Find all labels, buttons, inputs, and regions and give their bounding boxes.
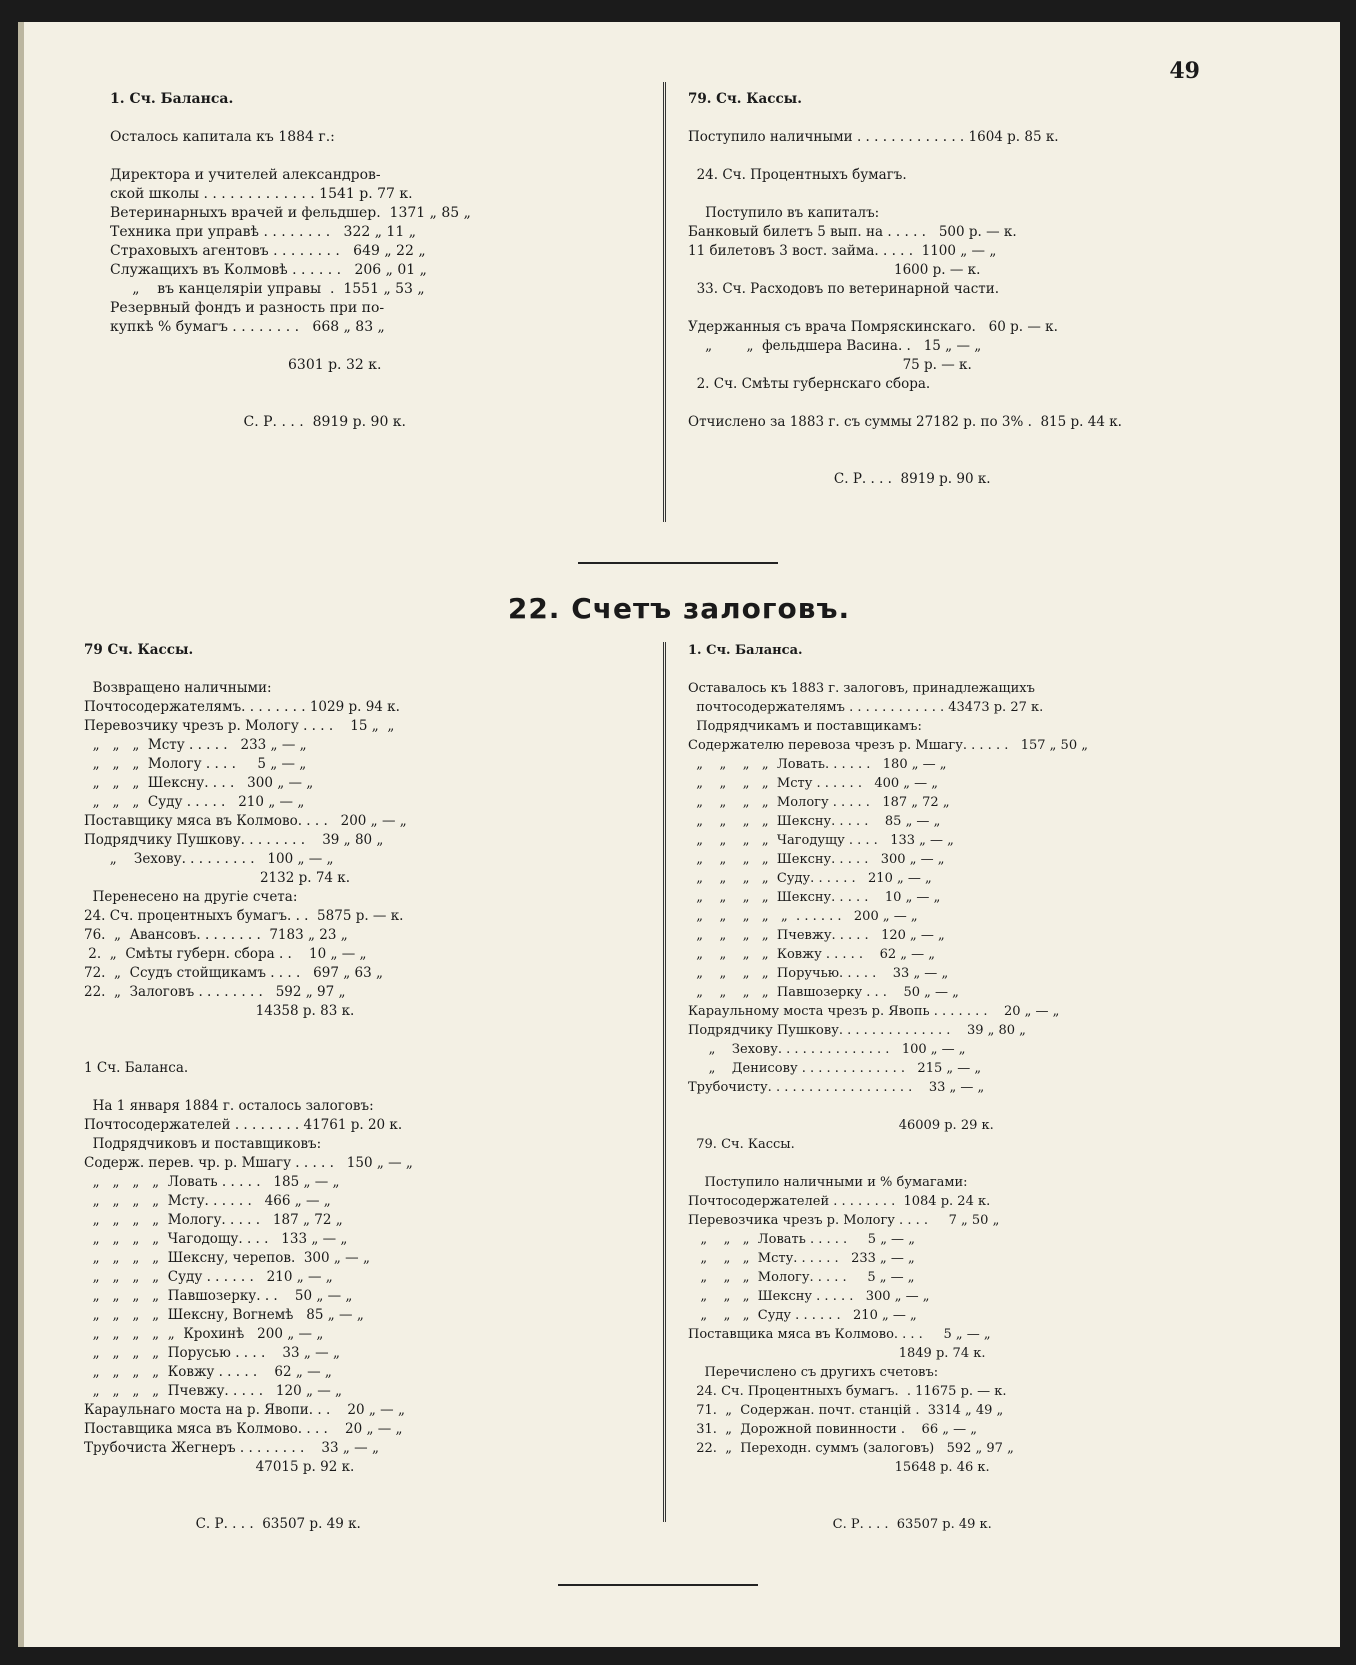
ledger-line: Удержанныя съ врача Помряскинскаго. 60 р. — к.	[688, 319, 1058, 335]
ledger-line: „ „ „ „ Ковжу . . . . . 62 „ — „	[84, 1364, 332, 1380]
ledger-page	[18, 22, 1340, 1647]
ledger-line: 76. „ Авансовъ. . . . . . . . 7183 „ 23 „	[84, 927, 348, 943]
ledger-line: Почтосодержателямъ. . . . . . . . 1029 р. 94 к.	[84, 699, 400, 715]
ledger-line: 31. „ Дорожной повинности . 66 „ — „	[688, 1422, 977, 1437]
top-left-column	[110, 90, 471, 432]
ledger-line	[110, 394, 471, 413]
ledger-line	[688, 147, 1122, 166]
ledger-line: „ „ „ Суду . . . . . . 210 „ — „	[688, 1308, 917, 1323]
ledger-line	[688, 1497, 1088, 1516]
ledger-line: Перевозчику чрезъ р. Мологу . . . . 15 „ „	[84, 718, 395, 734]
ledger-line: 14358 р. 83 к.	[84, 1003, 355, 1019]
ledger-line	[688, 109, 1122, 128]
ledger-line: „ „ „ Шексну . . . . . 300 „ — „	[688, 1289, 930, 1304]
ledger-line: 24. Сч. процентныхъ бумагъ. . . 5875 р. — к.	[84, 908, 404, 924]
ledger-line: „ „ „ „ Мсту . . . . . . 400 „ — „	[688, 776, 939, 791]
ledger-line: „ „ „ Шексну. . . . 300 „ — „	[84, 775, 314, 791]
ledger-line: „ „ „ „ Мологу. . . . . 187 „ 72 „	[84, 1212, 343, 1228]
ledger-line: „ „ „ „ Чагодощу. . . . 133 „ — „	[84, 1231, 348, 1247]
ledger-line	[110, 109, 471, 128]
ledger-line: Караульнаго моста на р. Явопи. . . 20 „ — „	[84, 1402, 405, 1418]
ledger-line	[688, 661, 1088, 680]
ledger-line: Служащихъ въ Колмовѣ . . . . . . 206 „ 01 „	[110, 262, 427, 278]
ledger-line: 46009 р. 29 к.	[688, 1118, 994, 1133]
ledger-line	[688, 1155, 1088, 1174]
ledger-line: Почтосодержателей . . . . . . . . 1084 р. 24 к.	[688, 1194, 991, 1209]
ledger-line: „ „ „ „ Пчевжу. . . . . 120 „ — „	[688, 928, 945, 943]
ledger-line: „ „ „ „ Ловать. . . . . . 180 „ — „	[688, 757, 947, 772]
ledger-line: „ „ „ „ Ловать . . . . . 185 „ — „	[84, 1174, 340, 1190]
ledger-line: „ Зехову. . . . . . . . . 100 „ — „	[84, 851, 334, 867]
ledger-line: 71. „ Содержан. почт. станцій . 3314 „ 49 „	[688, 1403, 1004, 1418]
ledger-line: Караульному моста чрезъ р. Явопь . . . . . . . 20 „ — „	[688, 1004, 1060, 1019]
ledger-line	[688, 299, 1122, 318]
ledger-line: „ „ „ „ Шексну, Вогнемѣ 85 „ — „	[84, 1307, 364, 1323]
ledger-line: 11 билетовъ 3 вост. займа. . . . . 1100 „ — „	[688, 243, 997, 259]
ledger-line: „ „ „ „ Шексну. . . . . 10 „ — „	[688, 890, 941, 905]
ledger-line: 1600 р. — к.	[688, 262, 981, 278]
ledger-line: „ „ „ Ловать . . . . . 5 „ — „	[688, 1232, 915, 1247]
ledger-line: „ „ „ Мологу . . . . 5 „ — „	[84, 756, 307, 772]
ledger-line: Перенесено на другіе счета:	[84, 889, 298, 905]
ledger-line: 1849 р. 74 к.	[688, 1346, 986, 1361]
ledger-line: Банковый билетъ 5 вып. на . . . . . 500 р. — к.	[688, 224, 1017, 240]
ledger-line: „ „ „ „ Пчевжу. . . . . 120 „ — „	[84, 1383, 343, 1399]
ledger-line: Подрядчиковъ и поставщиковъ:	[84, 1136, 322, 1152]
ledger-line	[688, 185, 1122, 204]
ledger-line: Поступило наличными . . . . . . . . . . . . . 1604 р. 85 к.	[688, 129, 1059, 145]
ledger-line	[84, 1022, 413, 1041]
ledger-line: Поставщика мяса въ Колмово. . . . 5 „ — „	[688, 1327, 991, 1342]
ledger-line	[688, 451, 1122, 470]
ledger-line: Подрядчикамъ и поставщикамъ:	[688, 719, 922, 734]
ledger-line: Поставщика мяса въ Колмово. . . . 20 „ — „	[84, 1421, 403, 1437]
ledger-line: Возвращено наличными:	[84, 680, 272, 696]
ledger-line: Трубочисту. . . . . . . . . . . . . . . . . . 33 „ — „	[688, 1080, 985, 1095]
ledger-line: 22. „ Переходн. суммъ (залоговъ) 592 „ 97 „	[688, 1441, 1014, 1456]
ledger-line: „ Денисову . . . . . . . . . . . . . 215 „ — „	[688, 1061, 982, 1076]
ledger-line: Трубочиста Жегнеръ . . . . . . . . 33 „ — „	[84, 1440, 379, 1456]
ledger-line: Резервный фондъ и разность при по-	[110, 300, 385, 316]
ledger-line: Директора и учителей александров-	[110, 167, 381, 183]
ledger-line: „ „ „ Суду . . . . . 210 „ — „	[84, 794, 305, 810]
ledger-line: „ „ „ „ Шексну. . . . . 300 „ — „	[688, 852, 945, 867]
ledger-line: 47015 р. 92 к.	[84, 1459, 355, 1475]
ledger-line: Содерж. перев. чр. р. Мшагу . . . . . 150 „ — „	[84, 1155, 413, 1171]
ledger-line: 24. Сч. Процентныхъ бумагъ. . 11675 р. — к.	[688, 1384, 1007, 1399]
ledger-line: „ „ „ „ Павшозерку . . . 50 „ — „	[688, 985, 959, 1000]
ledger-line: С. Р. . . . 8919 р. 90 к.	[688, 471, 991, 487]
ledger-line: Отчислено за 1883 г. съ суммы 27182 р. по 3% . 815 р. 44 к.	[688, 414, 1122, 430]
ledger-line: „ „ „ „ Чагодущу . . . . 133 „ — „	[688, 833, 954, 848]
ledger-line: 2. „ Смѣты губерн. сбора . . 10 „ — „	[84, 946, 367, 962]
ledger-line: „ „ „ „ Поручью. . . . . 33 „ — „	[688, 966, 949, 981]
ledger-line: „ „ „ „ Суду. . . . . . 210 „ — „	[688, 871, 932, 886]
ledger-line: На 1 января 1884 г. осталось залоговъ:	[84, 1098, 374, 1114]
footer-rule	[558, 1584, 758, 1586]
ledger-line: 2. Сч. Смѣты губернскаго сбора.	[688, 376, 931, 392]
ledger-line	[688, 1478, 1088, 1497]
ledger-line: С. Р. . . . 63507 р. 49 к.	[84, 1516, 361, 1532]
ledger-line: „ „ „ „ „ Крохинѣ 200 „ — „	[84, 1326, 324, 1342]
ledger-line: 79 Сч. Кассы.	[84, 642, 194, 658]
ledger-line: „ „ „ „ Шексну. . . . . 85 „ — „	[688, 814, 941, 829]
ledger-line: „ „ „ Мологу. . . . . 5 „ — „	[688, 1270, 915, 1285]
ledger-line	[688, 1098, 1088, 1117]
ledger-line	[84, 1497, 413, 1516]
bottom-right-column	[688, 642, 1088, 1535]
ledger-line	[84, 1478, 413, 1497]
ledger-line	[84, 1041, 413, 1060]
section-title: 22. Счетъ залоговъ.	[507, 592, 851, 625]
page-number: 49	[1169, 58, 1200, 84]
ledger-line: Подрядчику Пушкову. . . . . . . . . . . . . . 39 „ 80 „	[688, 1023, 1026, 1038]
ledger-line	[110, 375, 471, 394]
ledger-line: С. Р. . . . 8919 р. 90 к.	[110, 414, 406, 430]
ledger-line: „ „ „ „ Мологу . . . . . 187 „ 72 „	[688, 795, 950, 810]
section-rule	[578, 562, 778, 564]
ledger-line: „ „ „ „ Суду . . . . . . 210 „ — „	[84, 1269, 333, 1285]
ledger-line: „ „ „ „ Мсту. . . . . . 466 „ — „	[84, 1193, 331, 1209]
ledger-line	[84, 1079, 413, 1098]
ledger-line: купкѣ % бумагъ . . . . . . . . 668 „ 83 „	[110, 319, 385, 335]
ledger-line: „ „ „ „ Ковжу . . . . . 62 „ — „	[688, 947, 935, 962]
ledger-line: С. Р. . . . 63507 р. 49 к.	[688, 1517, 992, 1532]
ledger-line	[688, 432, 1122, 451]
binding-edge	[18, 22, 24, 1647]
top-right-column	[688, 90, 1122, 489]
ledger-line: „ „ „ „ „ . . . . . . 200 „ — „	[688, 909, 918, 924]
ledger-line: „ „ „ „ Порусью . . . . 33 „ — „	[84, 1345, 340, 1361]
ledger-line: Поставщику мяса въ Колмово. . . . 200 „ — „	[84, 813, 407, 829]
ledger-line: „ „ фельдшера Васина. . 15 „ — „	[688, 338, 982, 354]
ledger-line: „ въ канцеляріи управы . 1551 „ 53 „	[110, 281, 425, 297]
ledger-line: Содержателю перевоза чрезъ р. Мшагу. . . . . . 157 „ 50 „	[688, 738, 1088, 753]
ledger-line: 1. Сч. Баланса.	[110, 91, 234, 107]
ledger-line: „ „ „ Мсту. . . . . . 233 „ — „	[688, 1251, 915, 1266]
ledger-line: Поступило наличными и % бумагами:	[688, 1175, 968, 1190]
bottom-left-column	[84, 642, 413, 1535]
ledger-line: Поступило въ капиталъ:	[688, 205, 880, 221]
ledger-line: ской школы . . . . . . . . . . . . . 1541 р. 77 к.	[110, 186, 413, 202]
ledger-line: почтосодержателямъ . . . . . . . . . . . . 43473 р. 27 к.	[688, 700, 1044, 715]
ledger-line: Ветеринарныхъ врачей и фельдшер. 1371 „ 85 „	[110, 205, 471, 221]
ledger-line: „ „ „ „ Павшозерку. . . 50 „ — „	[84, 1288, 353, 1304]
column-divider-bottom	[663, 642, 666, 1522]
ledger-line: 33. Сч. Расходовъ по ветеринарной части.	[688, 281, 1000, 297]
ledger-line: 1. Сч. Баланса.	[688, 643, 803, 658]
ledger-line: Страховыхъ агентовъ . . . . . . . . 649 „ 22 „	[110, 243, 426, 259]
ledger-line: Оставалось къ 1883 г. залоговъ, принадлежащихъ	[688, 681, 1035, 696]
ledger-line: 79. Сч. Кассы.	[688, 91, 802, 107]
ledger-line: 1 Сч. Баланса.	[84, 1060, 189, 1076]
ledger-line: 72. „ Ссудъ стойщикамъ . . . . 697 „ 63 „	[84, 965, 383, 981]
ledger-line: 15648 р. 46 к.	[688, 1460, 990, 1475]
ledger-line	[110, 147, 471, 166]
ledger-line	[688, 394, 1122, 413]
ledger-line: 6301 р. 32 к.	[110, 357, 382, 373]
column-divider-top	[663, 82, 666, 522]
ledger-line: 24. Сч. Процентныхъ бумагъ.	[688, 167, 907, 183]
ledger-line: Техника при управѣ . . . . . . . . 322 „ 11 „	[110, 224, 416, 240]
ledger-line: Осталось капитала къ 1884 г.:	[110, 129, 335, 145]
ledger-line: „ „ „ „ Шексну, черепов. 300 „ — „	[84, 1250, 370, 1266]
ledger-line: 75 р. — к.	[688, 357, 972, 373]
ledger-line: 2132 р. 74 к.	[84, 870, 351, 886]
ledger-line: Перечислено съ другихъ счетовъ:	[688, 1365, 939, 1380]
ledger-line: Подрядчику Пушкову. . . . . . . . 39 „ 80 „	[84, 832, 384, 848]
ledger-line	[110, 337, 471, 356]
ledger-line: „ Зехову. . . . . . . . . . . . . . 100 „ — „	[688, 1042, 966, 1057]
ledger-line: Перевозчика чрезъ р. Мологу . . . . 7 „ 50 „	[688, 1213, 1000, 1228]
ledger-line: 22. „ Залоговъ . . . . . . . . 592 „ 97 „	[84, 984, 346, 1000]
ledger-line	[84, 661, 413, 680]
ledger-line: 79. Сч. Кассы.	[688, 1137, 795, 1152]
ledger-line: „ „ „ Мсту . . . . . 233 „ — „	[84, 737, 307, 753]
ledger-line: Почтосодержателей . . . . . . . . 41761 р. 20 к.	[84, 1117, 403, 1133]
